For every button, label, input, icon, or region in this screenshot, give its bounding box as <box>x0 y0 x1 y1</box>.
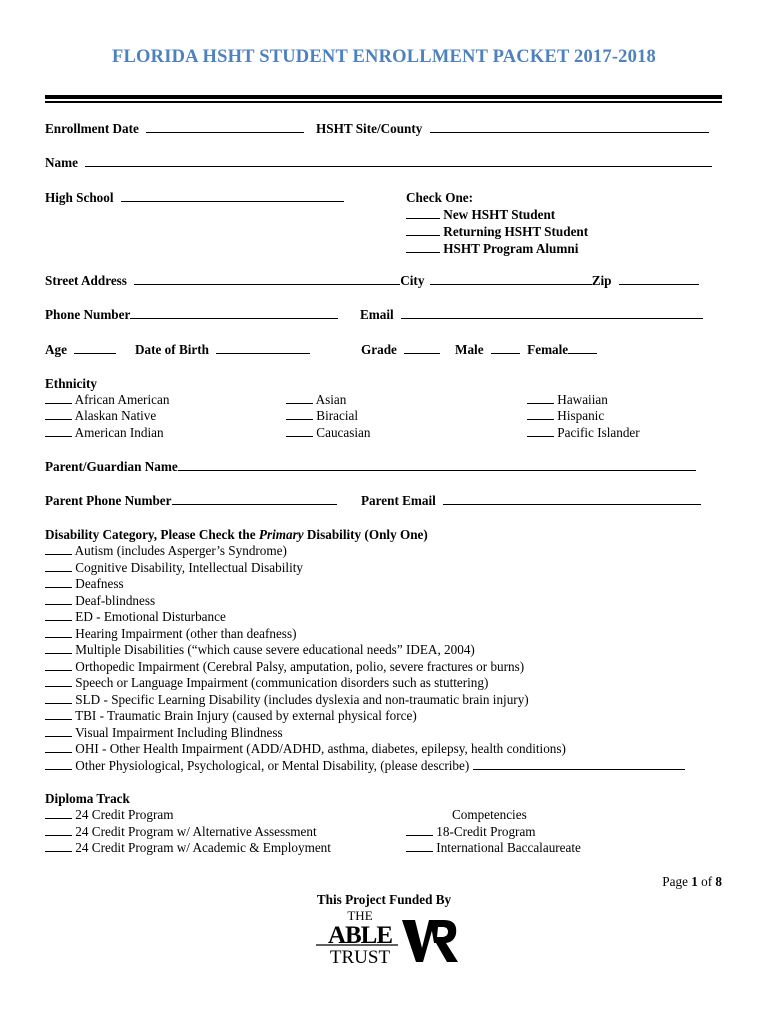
parent-name-row <box>45 459 696 475</box>
check-returning-label: Returning HSHT Student <box>443 224 589 239</box>
name-field[interactable] <box>85 155 712 167</box>
check-option-alumni <box>406 241 578 257</box>
ethnicity-option[interactable]: African American <box>45 392 169 408</box>
name-label: Name <box>45 155 78 170</box>
site-county-row <box>316 121 709 137</box>
parent-phone-field[interactable] <box>172 493 337 505</box>
check-one-label: Check One: <box>406 190 474 205</box>
ethnicity-col-2 <box>286 392 371 441</box>
check-option-returning <box>406 224 588 240</box>
disability-option[interactable]: Speech or Language Impairment (communication disorders such as stuttering) <box>45 675 685 692</box>
header-rule-thick <box>45 95 722 99</box>
disability-option[interactable]: Deafness <box>45 576 685 593</box>
check-returning-field[interactable] <box>406 224 440 236</box>
other-disability-describe-field[interactable] <box>473 758 685 770</box>
check-option-new <box>406 207 555 223</box>
svg-text:ABLE: ABLE <box>327 922 393 949</box>
enrollment-date-field[interactable] <box>146 121 304 133</box>
ethnicity-title: Ethnicity <box>45 376 98 391</box>
enrollment-date-row <box>45 121 304 137</box>
page-number: Page 1 of 8 <box>662 874 722 889</box>
ethnicity-option[interactable]: Asian <box>286 392 371 408</box>
gender-row <box>455 342 597 358</box>
dob-label: Date of Birth <box>135 342 209 357</box>
able-trust-vr-logo <box>312 908 460 966</box>
age-label: Age <box>45 342 67 357</box>
phone-label: Phone Number <box>45 307 131 322</box>
disability-option[interactable]: TBI - Traumatic Brain Injury (caused by external physical force) <box>45 708 685 725</box>
zip-field[interactable] <box>619 273 699 285</box>
ethnicity-option[interactable]: Hispanic <box>527 408 640 424</box>
parent-email-field[interactable] <box>443 493 701 505</box>
city-label: City <box>400 273 425 288</box>
parent-email-row <box>361 493 701 509</box>
ethnicity-option[interactable]: Biracial <box>286 408 371 424</box>
diploma-option[interactable]: 18-Credit Program <box>406 824 581 841</box>
age-row <box>45 342 116 358</box>
disability-option[interactable]: Cognitive Disability, Intellectual Disability <box>45 560 685 577</box>
zip-label: Zip <box>591 273 612 288</box>
enrollment-date-label: Enrollment Date <box>45 121 139 136</box>
dob-field[interactable] <box>216 342 310 354</box>
female-field[interactable] <box>568 342 597 354</box>
header-rule-thin <box>45 101 722 103</box>
ethnicity-col-3 <box>527 392 640 441</box>
ethnicity-col-1 <box>45 392 169 441</box>
funded-by-text: This Project Funded By <box>316 892 452 907</box>
dob-row <box>135 342 310 358</box>
email-label: Email <box>360 307 394 322</box>
diploma-option[interactable]: International Baccalaureate <box>406 840 581 857</box>
street-label: Street Address <box>45 273 127 288</box>
disability-option[interactable]: SLD - Specific Learning Disability (includes dyslexia and non-traumatic brain injury) <box>45 692 685 709</box>
grade-field[interactable] <box>404 342 440 354</box>
ethnicity-option[interactable]: Pacific Islander <box>527 425 640 441</box>
disability-option[interactable]: ED - Emotional Disturbance <box>45 609 685 626</box>
diploma-option[interactable]: 24 Credit Program w/ Academic & Employment <box>45 840 331 857</box>
phone-row <box>45 307 338 323</box>
email-row <box>360 307 703 323</box>
city-field[interactable] <box>430 273 592 285</box>
diploma-right-list <box>406 807 581 857</box>
diploma-competencies-header: Competencies <box>452 807 527 822</box>
svg-text:TRUST: TRUST <box>329 947 391 966</box>
disability-option[interactable]: Other Physiological, Psychological, or Mental Disability, (please describe) <box>45 758 685 775</box>
diploma-left-list <box>45 807 331 857</box>
email-field[interactable] <box>401 307 703 319</box>
ethnicity-option[interactable]: Hawaiian <box>527 392 640 408</box>
check-alumni-field[interactable] <box>406 241 440 253</box>
disability-option[interactable]: Hearing Impairment (other than deafness) <box>45 626 685 643</box>
disability-option[interactable]: Visual Impairment Including Blindness <box>45 725 685 742</box>
ethnicity-option[interactable]: Alaskan Native <box>45 408 169 424</box>
parent-email-label: Parent Email <box>361 493 436 508</box>
disability-option[interactable]: Deaf-blindness <box>45 593 685 610</box>
female-label: Female <box>527 342 569 357</box>
male-field[interactable] <box>491 342 520 354</box>
disability-title: Disability Category, Please Check the Primary Disability (Only One) <box>45 527 428 542</box>
diploma-option[interactable]: 24 Credit Program <box>45 807 331 824</box>
diploma-title: Diploma Track <box>45 791 130 806</box>
parent-name-label: Parent/Guardian Name <box>45 459 178 474</box>
name-row <box>45 155 712 171</box>
high-school-field[interactable] <box>121 190 344 202</box>
parent-phone-row <box>45 493 337 509</box>
disability-option[interactable]: OHI - Other Health Impairment (ADD/ADHD, asthma, diabetes, epilepsy, health conditions) <box>45 741 685 758</box>
parent-name-field[interactable] <box>178 459 696 471</box>
grade-label: Grade <box>361 342 397 357</box>
grade-row <box>361 342 440 358</box>
site-county-label: HSHT Site/County <box>316 121 423 136</box>
parent-phone-label: Parent Phone Number <box>45 493 172 508</box>
phone-field[interactable] <box>130 307 338 319</box>
high-school-label: High School <box>45 190 114 205</box>
check-alumni-label: HSHT Program Alumni <box>443 241 579 256</box>
ethnicity-option[interactable]: Caucasian <box>286 425 371 441</box>
age-field[interactable] <box>74 342 116 354</box>
page-title: FLORIDA HSHT STUDENT ENROLLMENT PACKET 2017-2018 <box>112 47 656 67</box>
disability-option[interactable]: Autism (includes Asperger’s Syndrome) <box>45 543 685 560</box>
street-field[interactable] <box>134 273 400 285</box>
male-label: Male <box>455 342 484 357</box>
ethnicity-option[interactable]: American Indian <box>45 425 169 441</box>
disability-option[interactable]: Multiple Disabilities (“which cause severe educational needs” IDEA, 2004) <box>45 642 685 659</box>
diploma-option[interactable]: 24 Credit Program w/ Alternative Assessment <box>45 824 331 841</box>
disability-list <box>45 543 685 774</box>
address-row <box>45 273 699 289</box>
high-school-row <box>45 190 344 206</box>
site-county-field[interactable] <box>430 121 709 133</box>
disability-option[interactable]: Orthopedic Impairment (Cerebral Palsy, amputation, polio, severe fractures or burns) <box>45 659 685 676</box>
svg-text:THE: THE <box>347 908 373 923</box>
check-new-label: New HSHT Student <box>443 207 556 222</box>
check-new-field[interactable] <box>406 207 440 219</box>
